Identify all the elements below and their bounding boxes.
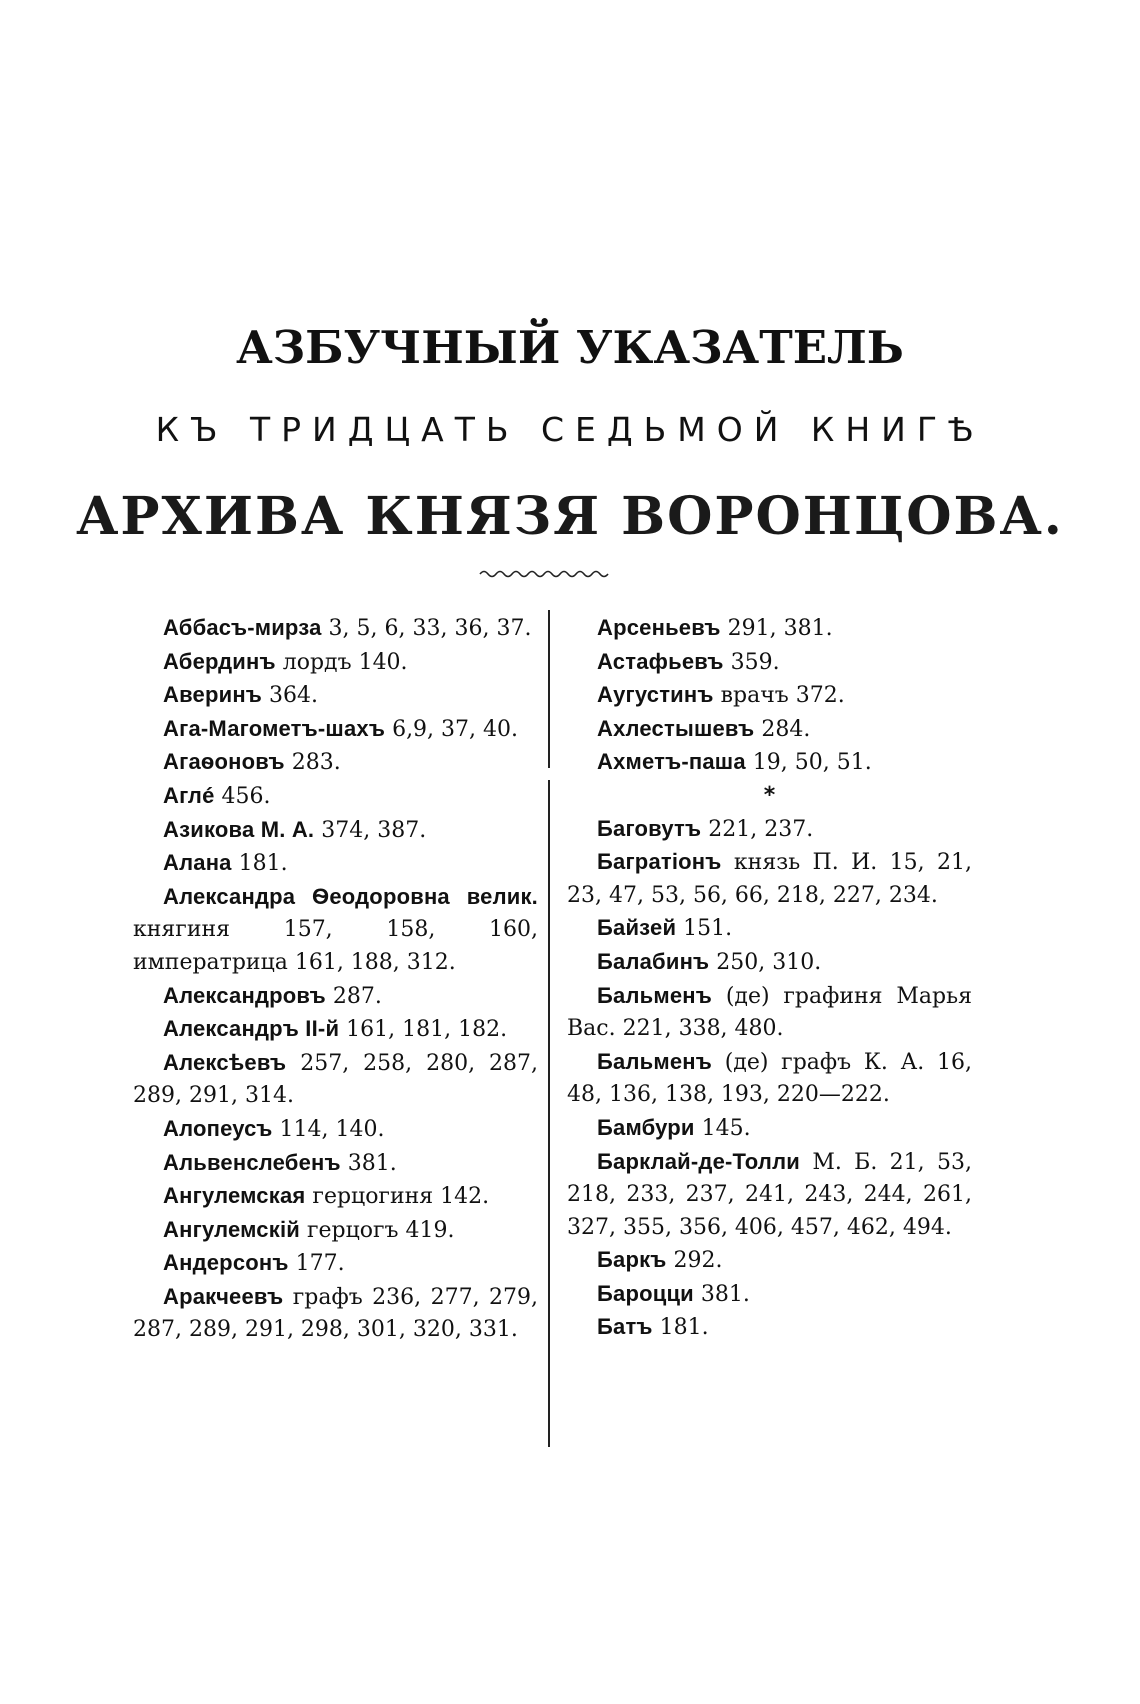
entry-pages: князь П. И. 15, 21, 23, 47, 53, 56, 66, 218, 227, 234.	[567, 850, 972, 908]
entry-pages: 284.	[754, 716, 811, 742]
entry-pages: 6,9, 37, 40.	[385, 716, 519, 742]
entry-pages: 283.	[284, 750, 341, 776]
column-divider-bottom	[548, 780, 550, 1447]
entry-pages: 181.	[652, 1315, 709, 1341]
index-subtitle: КЪ ТРИДЦАТЬ СЕДЬМОЙ КНИГѢ	[155, 410, 985, 449]
right-column	[567, 612, 972, 1345]
index-entry	[133, 646, 538, 680]
index-entry	[133, 814, 538, 848]
index-entry	[567, 646, 972, 680]
entry-pages: 374, 387.	[314, 817, 427, 843]
entry-name: Арсеньевъ	[597, 615, 721, 640]
entry-pages: 257, 258, 280, 287, 289, 291, 314.	[133, 1050, 538, 1109]
index-entry	[133, 1047, 538, 1113]
index-entry	[133, 1147, 538, 1181]
entry-pages: 114, 140.	[272, 1116, 385, 1142]
index-entry	[133, 612, 538, 646]
index-entry	[567, 1311, 972, 1345]
entry-pages: (де) графиня Марья Вас. 221, 338, 480.	[567, 983, 972, 1042]
left-column	[133, 612, 538, 1347]
entry-name: Азикова М. А.	[163, 816, 315, 842]
entry-name: Альвенслебенъ	[163, 1149, 341, 1175]
index-entry	[133, 847, 538, 881]
entry-pages: врачъ 372.	[713, 683, 845, 709]
entry-name: Алопеусъ	[163, 1115, 273, 1141]
entry-name: Ангулемскій	[163, 1216, 300, 1242]
entry-name: Баговутъ	[597, 815, 702, 841]
entry-name: Барклай-де-Толли	[597, 1148, 800, 1174]
entry-pages: 145.	[694, 1115, 751, 1141]
index-entry	[133, 1247, 538, 1281]
entry-pages: герцогиня 142.	[305, 1184, 490, 1210]
index-entry	[133, 679, 538, 713]
archive-title: АРХИВА КНЯЗЯ ВОРОНЦОВА.	[76, 486, 1064, 547]
entry-name: Астафьевъ	[597, 648, 724, 674]
entry-pages: графъ 236, 277, 279, 287, 289, 291, 298, 301, 320, 331.	[133, 1284, 538, 1343]
entry-pages: лордъ 140.	[275, 649, 408, 675]
entry-pages: 151.	[676, 916, 733, 942]
index-entry	[133, 746, 538, 780]
index-entry	[567, 813, 972, 847]
index-entry	[567, 912, 972, 946]
index-entry	[567, 1046, 972, 1112]
entry-name: Балабинъ	[597, 948, 710, 974]
column-divider-top	[548, 610, 550, 768]
right-column-a-entries	[567, 612, 972, 780]
section-separator: *	[763, 782, 776, 808]
index-entry	[567, 1278, 972, 1312]
index-entry	[567, 946, 972, 980]
entry-name: Бамбури	[597, 1114, 695, 1140]
entry-name: Багратіонъ	[597, 849, 722, 875]
index-entry	[567, 746, 972, 780]
entry-name: Аббасъ-мирза	[163, 615, 322, 640]
entry-pages: 292.	[666, 1248, 723, 1274]
index-entry	[567, 612, 972, 646]
entry-name: Ахметъ-паша	[597, 749, 746, 775]
entry-name: Абердинъ	[163, 648, 276, 674]
entry-pages: 161, 181, 182.	[339, 1017, 508, 1043]
entry-name: Агаѳоновъ	[163, 749, 285, 775]
entry-name: Аугустинъ	[597, 682, 714, 708]
entry-pages: герцогъ 419.	[299, 1217, 455, 1243]
index-entry	[133, 1013, 538, 1047]
index-entry	[567, 1146, 972, 1245]
entry-name: Бальменъ	[597, 982, 712, 1008]
index-entry	[133, 1113, 538, 1147]
entry-pages: 381.	[340, 1150, 397, 1176]
entry-name: Андерсонъ	[163, 1250, 289, 1276]
entry-pages: 177.	[288, 1251, 345, 1277]
entry-name: Ахлестышевъ	[597, 715, 755, 741]
entry-pages: 250, 310.	[709, 949, 822, 975]
index-entry	[567, 846, 972, 912]
entry-pages: 364.	[262, 683, 319, 709]
index-entry	[133, 1180, 538, 1214]
entry-name: Алана	[163, 850, 232, 876]
entry-name: Баркъ	[597, 1247, 667, 1273]
entry-name: Ага-Магометъ-шахъ	[163, 715, 386, 741]
entry-name: Ангулемская	[163, 1183, 306, 1209]
entry-pages: М. Б. 21, 53, 218, 233, 237, 241, 243, 244, 261, 327, 355, 356, 406, 457, 462, 494.	[567, 1149, 972, 1240]
entry-pages: 19, 50, 51.	[745, 750, 872, 776]
right-column-b-entries	[567, 813, 972, 1346]
entry-pages: 456.	[214, 783, 271, 809]
index-entry	[133, 980, 538, 1014]
index-entry	[133, 1281, 538, 1347]
entry-name: Алексѣевъ	[163, 1049, 287, 1075]
entry-pages: 381.	[693, 1281, 750, 1307]
index-title: АЗБУЧНЫЙ УКАЗАТЕЛЬ	[236, 321, 904, 374]
entry-name: Бароцци	[597, 1280, 694, 1306]
entry-pages: княгиня 157, 158, 160, императрица 161, 188, 312.	[133, 917, 538, 975]
entry-pages: 221, 237.	[701, 816, 814, 842]
entry-name: Байзей	[597, 915, 677, 941]
index-entry	[567, 1112, 972, 1146]
entry-name: Александра Ѳеодоровна велик.	[163, 883, 538, 909]
entry-name: Аракчеевъ	[163, 1283, 284, 1309]
index-entry	[567, 679, 972, 713]
entry-pages: (де) графъ К. А. 16, 48, 136, 138, 193, 220—222.	[567, 1049, 972, 1108]
wavy-ornament	[478, 567, 614, 581]
index-entry	[133, 780, 538, 814]
index-entry	[567, 1244, 972, 1278]
entry-pages: 359.	[723, 649, 780, 675]
index-entry	[133, 713, 538, 747]
entry-pages: 287.	[325, 983, 382, 1009]
entry-name: Бальменъ	[597, 1048, 712, 1074]
index-entry	[567, 980, 972, 1046]
index-entry	[133, 1214, 538, 1248]
entry-name: Аверинъ	[163, 682, 263, 708]
entry-pages: 3, 5, 6, 33, 36, 37.	[321, 616, 532, 641]
index-entry	[567, 713, 972, 747]
entry-pages: 181.	[231, 851, 288, 877]
entry-name: Александровъ	[163, 982, 326, 1008]
entry-name: Александръ II-й	[163, 1016, 340, 1042]
entry-name: Батъ	[597, 1314, 653, 1340]
entry-name: Аглé	[163, 782, 215, 808]
entry-pages: 291, 381.	[720, 616, 833, 641]
index-entry	[133, 881, 538, 980]
